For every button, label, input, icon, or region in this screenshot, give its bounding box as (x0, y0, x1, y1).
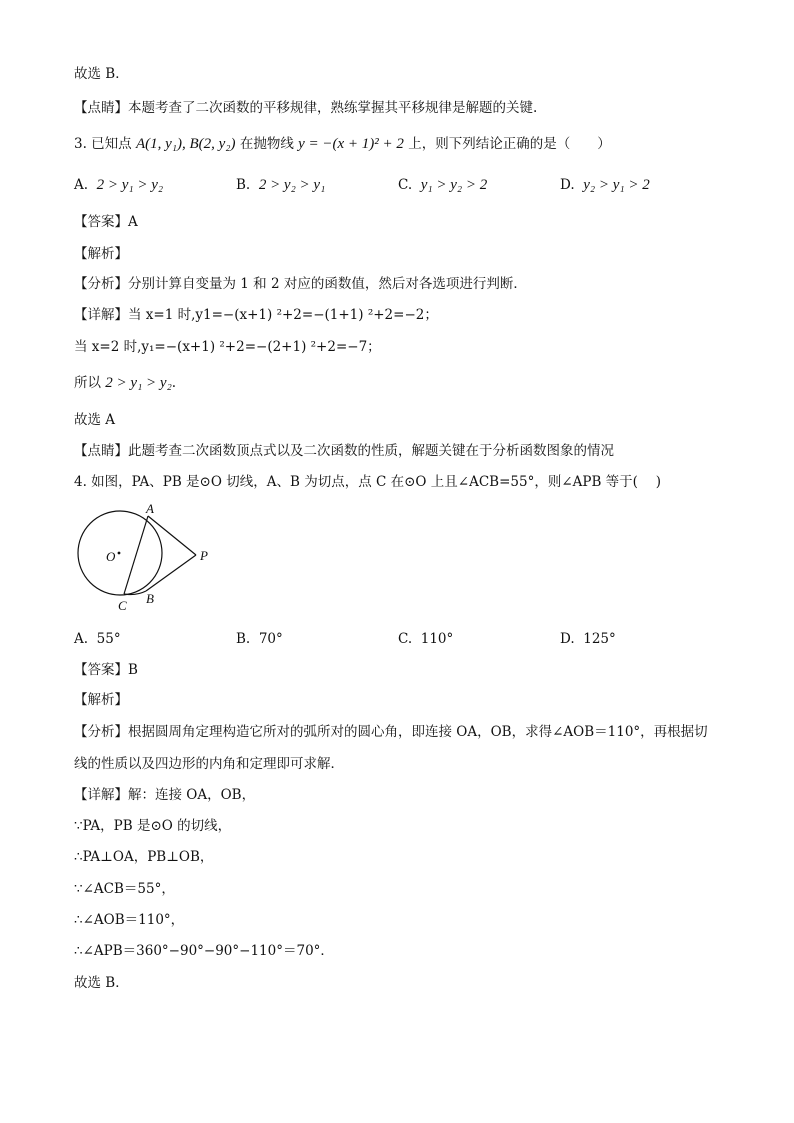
label-b: B (146, 591, 154, 606)
option-letter: D. (560, 631, 575, 647)
option-letter: A. (74, 177, 89, 193)
question-4-stem: 4. 如图，PA、PB 是⊙O 切线，A、B 为切点，点 C 在⊙O 上且∠ACB=55°，则∠APB 等于( ) (74, 474, 662, 490)
math-expression: 2 > y₁ > y₂ (105, 375, 172, 391)
option-expr: 2 > y₂ > y₁ (258, 177, 326, 193)
chord-ac (124, 516, 148, 594)
text-line: ∵PA，PB 是⊙O 的切线， (74, 818, 232, 834)
q3-option-a (74, 175, 163, 195)
text-line: 【详解】当 x=1 时,y1=−(x+1) ²+2=−(1+1) ²+2=−2； (74, 307, 438, 323)
option-letter: D. (560, 177, 575, 193)
option-letter: A. (74, 631, 89, 647)
text-line: ∴∠APB＝360°−90°−90°−110°＝70°． (74, 943, 334, 959)
text-line: 故选 A (74, 412, 116, 428)
label-c: C (118, 598, 127, 613)
option-value: 55° (96, 631, 121, 647)
label-o: O (106, 549, 116, 564)
text-line: 线的性质以及四边形的内角和定理即可求解． (74, 756, 344, 772)
q4-option-b (236, 629, 283, 649)
option-letter: B. (236, 177, 251, 193)
center-point (118, 552, 121, 555)
option-value: 70° (258, 631, 283, 647)
question-3-stem (74, 134, 611, 154)
analysis-label: 【解析】 (74, 246, 128, 262)
text-line: 当 x=2 时,y₁=−(x+1) ²+2=−(2+1) ²+2=−7； (74, 339, 381, 355)
text-line: ∵∠ACB＝55°， (74, 881, 175, 897)
answer-label: 【答案】A (74, 214, 138, 230)
q4-option-a (74, 629, 121, 649)
q3-points: A(1, y₁), B(2, y₂) (135, 136, 236, 152)
q4-option-d (560, 629, 616, 649)
q3-mid: 在抛物线 (239, 136, 294, 152)
text-line: 【点睛】此题考查二次函数顶点式以及二次函数的性质，解题关键在于分析函数图象的情况 (74, 443, 614, 459)
text-line: 【分析】根据圆周角定理构造它所对的弧所对的圆心角，即连接 OA，OB，求得∠AOB＝110°，再根据切 (74, 724, 708, 740)
option-letter: B. (236, 631, 251, 647)
text-fragment: 所以 (74, 375, 101, 391)
text-line: 【点睛】本题考查了二次函数的平移规律，熟练掌握其平移规律是解题的关键. (74, 100, 538, 116)
text-line: 故选 B． (74, 66, 129, 82)
option-expr: y₁ > y₂ > 2 (420, 177, 488, 193)
q3-equation: y = −(x + 1)² + 2 (298, 136, 404, 152)
text-line: 【详解】解：连接 OA，OB， (74, 787, 256, 803)
text-line: 【分析】分别计算自变量为 1 和 2 对应的函数值，然后对各选项进行判断． (74, 276, 527, 292)
q3-prefix: 3. 已知点 (74, 136, 132, 152)
text-line: ∴∠AOB＝110°， (74, 912, 185, 928)
q3-option-d (560, 175, 650, 195)
option-letter: C. (398, 177, 413, 193)
answer-label: 【答案】B (74, 662, 138, 678)
analysis-label: 【解析】 (74, 692, 128, 708)
text-line: 故选 B． (74, 975, 129, 991)
option-expr: 2 > y₁ > y₂ (96, 177, 164, 193)
q3-suffix: 上，则下列结论正确的是（ ） (408, 136, 611, 152)
label-a: A (146, 503, 154, 516)
tangent-pa (148, 516, 196, 555)
option-expr: y₂ > y₁ > 2 (583, 177, 650, 193)
option-value: 110° (420, 631, 454, 647)
circle-tangent-figure (74, 503, 224, 615)
text-fragment: . (171, 375, 177, 391)
option-value: 125° (583, 631, 616, 647)
q3-option-b (236, 175, 325, 195)
option-letter: C. (398, 631, 413, 647)
label-p: P (200, 548, 208, 563)
q4-option-c (398, 629, 453, 649)
tangent-pb (146, 555, 196, 591)
text-line (74, 373, 176, 393)
text-line: ∴PA⊥OA，PB⊥OB， (74, 849, 214, 865)
q3-option-c (398, 175, 487, 195)
